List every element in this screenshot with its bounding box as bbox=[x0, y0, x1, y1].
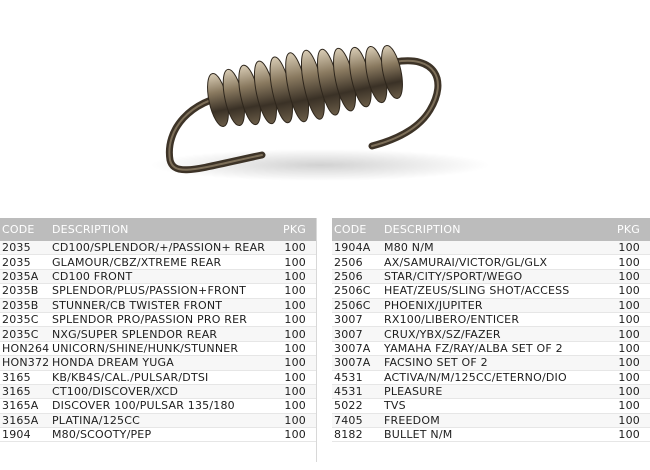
cell-code: 3165 bbox=[0, 384, 50, 398]
table-row bbox=[0, 413, 316, 427]
cell-pkg: 100 bbox=[598, 341, 650, 355]
cell-code: 3165A bbox=[0, 413, 50, 427]
header-pkg: PKG bbox=[265, 218, 316, 241]
table-header-row bbox=[332, 218, 650, 241]
table-header-row bbox=[0, 218, 316, 241]
cell-description: CRUX/YBX/SZ/FAZER bbox=[382, 327, 598, 341]
table-row bbox=[0, 341, 316, 355]
table-row bbox=[0, 370, 316, 384]
cell-pkg: 100 bbox=[265, 241, 316, 255]
cell-description: RX100/LIBERO/ENTICER bbox=[382, 312, 598, 326]
cell-code: 3007A bbox=[332, 356, 382, 370]
cell-code: 1904 bbox=[0, 428, 50, 442]
table-row bbox=[332, 370, 650, 384]
cell-description: PLEASURE bbox=[382, 384, 598, 398]
cell-pkg: 100 bbox=[265, 269, 316, 283]
cell-pkg: 100 bbox=[598, 327, 650, 341]
parts-table-left bbox=[0, 218, 316, 442]
cell-code: 3007 bbox=[332, 312, 382, 326]
cell-pkg: 100 bbox=[598, 312, 650, 326]
cell-pkg: 100 bbox=[265, 428, 316, 442]
cell-description: PHOENIX/JUPITER bbox=[382, 298, 598, 312]
cell-description: CD100 FRONT bbox=[50, 269, 265, 283]
cell-description: M80 N/M bbox=[382, 241, 598, 255]
table-row bbox=[0, 327, 316, 341]
cell-pkg: 100 bbox=[265, 370, 316, 384]
cell-pkg: 100 bbox=[265, 255, 316, 269]
table-row bbox=[0, 269, 316, 283]
cell-code: 2035 bbox=[0, 255, 50, 269]
cell-code: 4531 bbox=[332, 384, 382, 398]
table-row bbox=[332, 341, 650, 355]
cell-code: 4531 bbox=[332, 370, 382, 384]
cell-code: 2035B bbox=[0, 298, 50, 312]
cell-description: CD100/SPLENDOR/+/PASSION+ REAR bbox=[51, 241, 266, 255]
cell-pkg: 100 bbox=[265, 356, 316, 370]
cell-description: NXG/SUPER SPLENDOR REAR bbox=[50, 327, 265, 341]
table-row bbox=[0, 255, 316, 269]
cell-pkg: 100 bbox=[265, 312, 316, 326]
header-code: CODE bbox=[0, 218, 50, 241]
cell-code: 3007 bbox=[332, 327, 382, 341]
cell-pkg: 100 bbox=[598, 399, 650, 413]
cell-code: 2506C bbox=[332, 298, 382, 312]
header-description: DESCRIPTION bbox=[382, 218, 598, 241]
cell-pkg: 100 bbox=[598, 241, 650, 255]
cell-pkg: 100 bbox=[265, 341, 316, 355]
cell-pkg: 100 bbox=[265, 327, 316, 341]
cell-pkg: 100 bbox=[265, 384, 316, 398]
table-row bbox=[332, 356, 650, 370]
cell-code: 1904A bbox=[332, 241, 382, 255]
cell-code: 2506C bbox=[332, 284, 382, 298]
table-row bbox=[332, 284, 650, 298]
cell-code: 2506 bbox=[332, 255, 382, 269]
cell-code: 3007A bbox=[332, 341, 382, 355]
cell-description: HONDA DREAM YUGA bbox=[50, 356, 265, 370]
cell-description: PLATINA/125CC bbox=[50, 413, 265, 427]
cell-code: 7405 bbox=[332, 413, 382, 427]
table-row bbox=[332, 428, 650, 442]
table-row bbox=[332, 327, 650, 341]
cell-pkg: 100 bbox=[265, 298, 316, 312]
table-row bbox=[332, 312, 650, 326]
table-row bbox=[332, 241, 650, 255]
cell-description: HEAT/ZEUS/SLING SHOT/ACCESS bbox=[382, 284, 598, 298]
header-description: DESCRIPTION bbox=[50, 218, 265, 241]
cell-code: 8182 bbox=[332, 428, 382, 442]
cell-description: CT100/DISCOVER/XCD bbox=[50, 384, 265, 398]
cell-description: FREEDOM bbox=[382, 413, 598, 427]
table-body bbox=[332, 241, 650, 442]
table-row bbox=[0, 399, 316, 413]
cell-description: FACSINO SET OF 2 bbox=[382, 356, 598, 370]
spring-product-photo bbox=[0, 0, 650, 212]
cell-description: TVS bbox=[382, 399, 598, 413]
cell-code: 3165A bbox=[0, 399, 50, 413]
table-row bbox=[0, 356, 316, 370]
header-code: CODE bbox=[332, 218, 382, 241]
table-row bbox=[0, 284, 316, 298]
cell-description: UNICORN/SHINE/HUNK/STUNNER bbox=[50, 341, 265, 355]
table-row bbox=[0, 428, 316, 442]
cell-code: 2035B bbox=[0, 284, 50, 298]
cell-description: AX/SAMURAI/VICTOR/GL/GLX bbox=[382, 255, 598, 269]
table-row bbox=[0, 312, 316, 326]
cell-description: GLAMOUR/CBZ/XTREME REAR bbox=[50, 255, 265, 269]
cell-description: M80/SCOOTY/PEP bbox=[50, 428, 265, 442]
cell-description: SPLENDOR PRO/PASSION PRO RER bbox=[50, 312, 265, 326]
table-row bbox=[0, 241, 316, 255]
cell-description: ACTIVA/N/M/125CC/ETERNO/DIO bbox=[382, 370, 598, 384]
table-row bbox=[0, 384, 316, 398]
cell-description: KB/KB4S/CAL./PULSAR/DTSI bbox=[50, 370, 265, 384]
cell-pkg: 100 bbox=[265, 284, 316, 298]
table-row bbox=[332, 413, 650, 427]
cell-pkg: 100 bbox=[598, 255, 650, 269]
cell-code: 2035A bbox=[0, 269, 50, 283]
cell-code: HON372 bbox=[2, 356, 50, 370]
table-row bbox=[332, 298, 650, 312]
table-body bbox=[0, 241, 316, 442]
cell-pkg: 100 bbox=[598, 370, 650, 384]
table-row bbox=[332, 399, 650, 413]
cell-code: 2506 bbox=[332, 269, 382, 283]
table-row bbox=[332, 269, 650, 283]
cell-description: BULLET N/M bbox=[382, 428, 598, 442]
cell-description: STUNNER/CB TWISTER FRONT bbox=[50, 298, 265, 312]
cell-pkg: 100 bbox=[598, 413, 650, 427]
cell-pkg: 100 bbox=[265, 413, 316, 427]
cell-pkg: 100 bbox=[598, 269, 650, 283]
cell-code: 2035C bbox=[0, 327, 50, 341]
cell-pkg: 100 bbox=[598, 284, 650, 298]
cell-description: STAR/CITY/SPORT/WEGO bbox=[382, 269, 598, 283]
cell-code: 2035 bbox=[0, 241, 50, 255]
cell-pkg: 100 bbox=[598, 298, 650, 312]
cell-code: HON264 bbox=[2, 341, 50, 355]
cell-code: 5022 bbox=[332, 399, 382, 413]
spring-coil bbox=[204, 44, 407, 129]
cell-description: DISCOVER 100/PULSAR 135/180 bbox=[50, 399, 265, 413]
table-row bbox=[332, 384, 650, 398]
parts-table-right bbox=[332, 218, 650, 442]
header-pkg: PKG bbox=[598, 218, 650, 241]
cell-description: YAMAHA FZ/RAY/ALBA SET OF 2 bbox=[382, 341, 598, 355]
cell-pkg: 100 bbox=[598, 428, 650, 442]
table-row bbox=[0, 298, 316, 312]
cell-pkg: 100 bbox=[265, 399, 316, 413]
table-row bbox=[332, 255, 650, 269]
left-table-border bbox=[316, 218, 317, 462]
cell-pkg: 100 bbox=[598, 356, 650, 370]
cell-pkg: 100 bbox=[598, 384, 650, 398]
spring-illustration bbox=[0, 0, 650, 212]
cell-code: 3165 bbox=[0, 370, 50, 384]
cell-code: 2035C bbox=[0, 312, 50, 326]
cell-description: SPLENDOR/PLUS/PASSION+FRONT bbox=[50, 284, 265, 298]
